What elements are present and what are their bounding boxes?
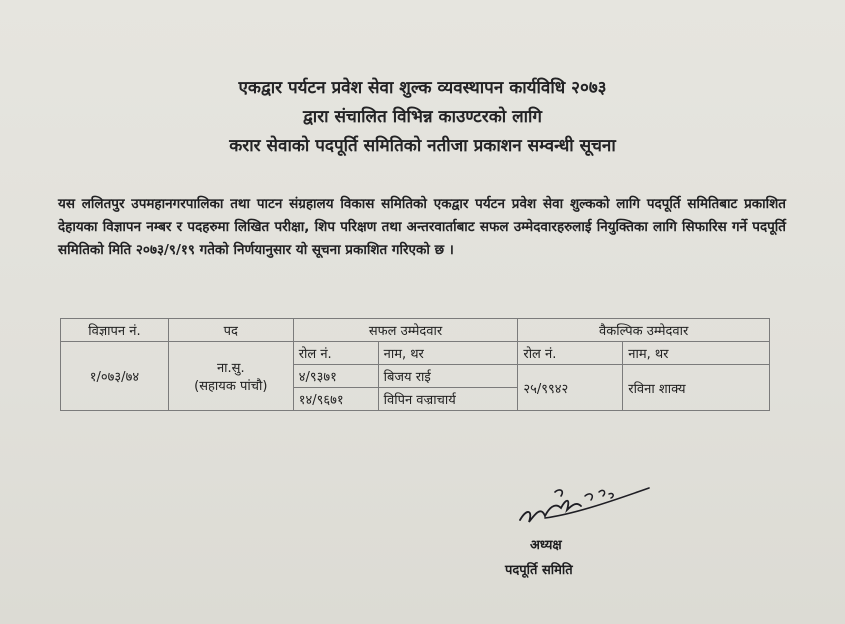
alternate-roll: २५/९९४२	[518, 365, 623, 411]
header-alternate: वैकल्पिक उम्मेदवार	[518, 319, 770, 342]
heading-line-1: एकद्वार पर्यटन प्रवेश सेवा शुल्क व्यवस्थापन कार्यविधि २०७३	[238, 78, 607, 98]
heading-line-3: करार सेवाको पदपूर्ति समितिको नतीजा प्रकाशन सम्वन्धी सूचना	[229, 136, 616, 156]
results-table	[60, 318, 770, 411]
post-cell	[168, 342, 293, 411]
signatory-committee: पदपूर्ति समिति	[505, 563, 573, 578]
candidate-roll: ४/९३७१	[293, 365, 378, 388]
header-ad-number: विज्ञापन नं.	[61, 319, 169, 342]
candidate-name: विपिन वज्राचार्य	[378, 388, 518, 411]
subheader-alt-roll: रोल नं.	[518, 342, 623, 365]
post-title: ना.सु.	[216, 361, 245, 376]
table-header-row	[61, 319, 770, 342]
subheader-roll: रोल नं.	[293, 342, 378, 365]
post-subtitle: (सहायक पांचौ)	[194, 379, 268, 394]
ad-number-cell: १/०७३/७४	[61, 342, 169, 411]
subheader-name: नाम, थर	[378, 342, 518, 365]
handwritten-signature	[515, 478, 655, 537]
candidate-name: बिजय राई	[378, 365, 518, 388]
notice-heading	[0, 74, 845, 161]
subheader-alt-name: नाम, थर	[623, 342, 770, 365]
header-post: पद	[168, 319, 293, 342]
candidate-roll: १४/९६७१	[293, 388, 378, 411]
signatory-title: अध्यक्ष	[530, 538, 562, 553]
notice-paragraph: यस ललितपुर उपमहानगरपालिका तथा पाटन संग्रहालय विकास समितिको एकद्वार पर्यटन प्रवेश सेवा शुल्कको लागि पदपूर्ति समितिबाट प्रकाशित देहायका विज्ञापन नम्बर र पदहरुमा लिखित परीक्षा, शिप परिक्षण तथा अन्तरवार्ताबाट सफल उम्मेदवारहरुलाई नियुक्तिका लागि सिफारिस गर्ने पदपूर्ति समितिको मिति २०७३/९/१९ गतेको निर्णयानुसार यो सूचना प्रकाशित गरिएको छ ।	[58, 196, 786, 258]
alternate-name: रविना शाक्य	[623, 365, 770, 411]
heading-line-2: द्वारा संचालित विभिन्न काउण्टरको लागि	[303, 107, 542, 127]
table-row	[61, 342, 770, 365]
header-successful: सफल उम्मेदवार	[293, 319, 518, 342]
